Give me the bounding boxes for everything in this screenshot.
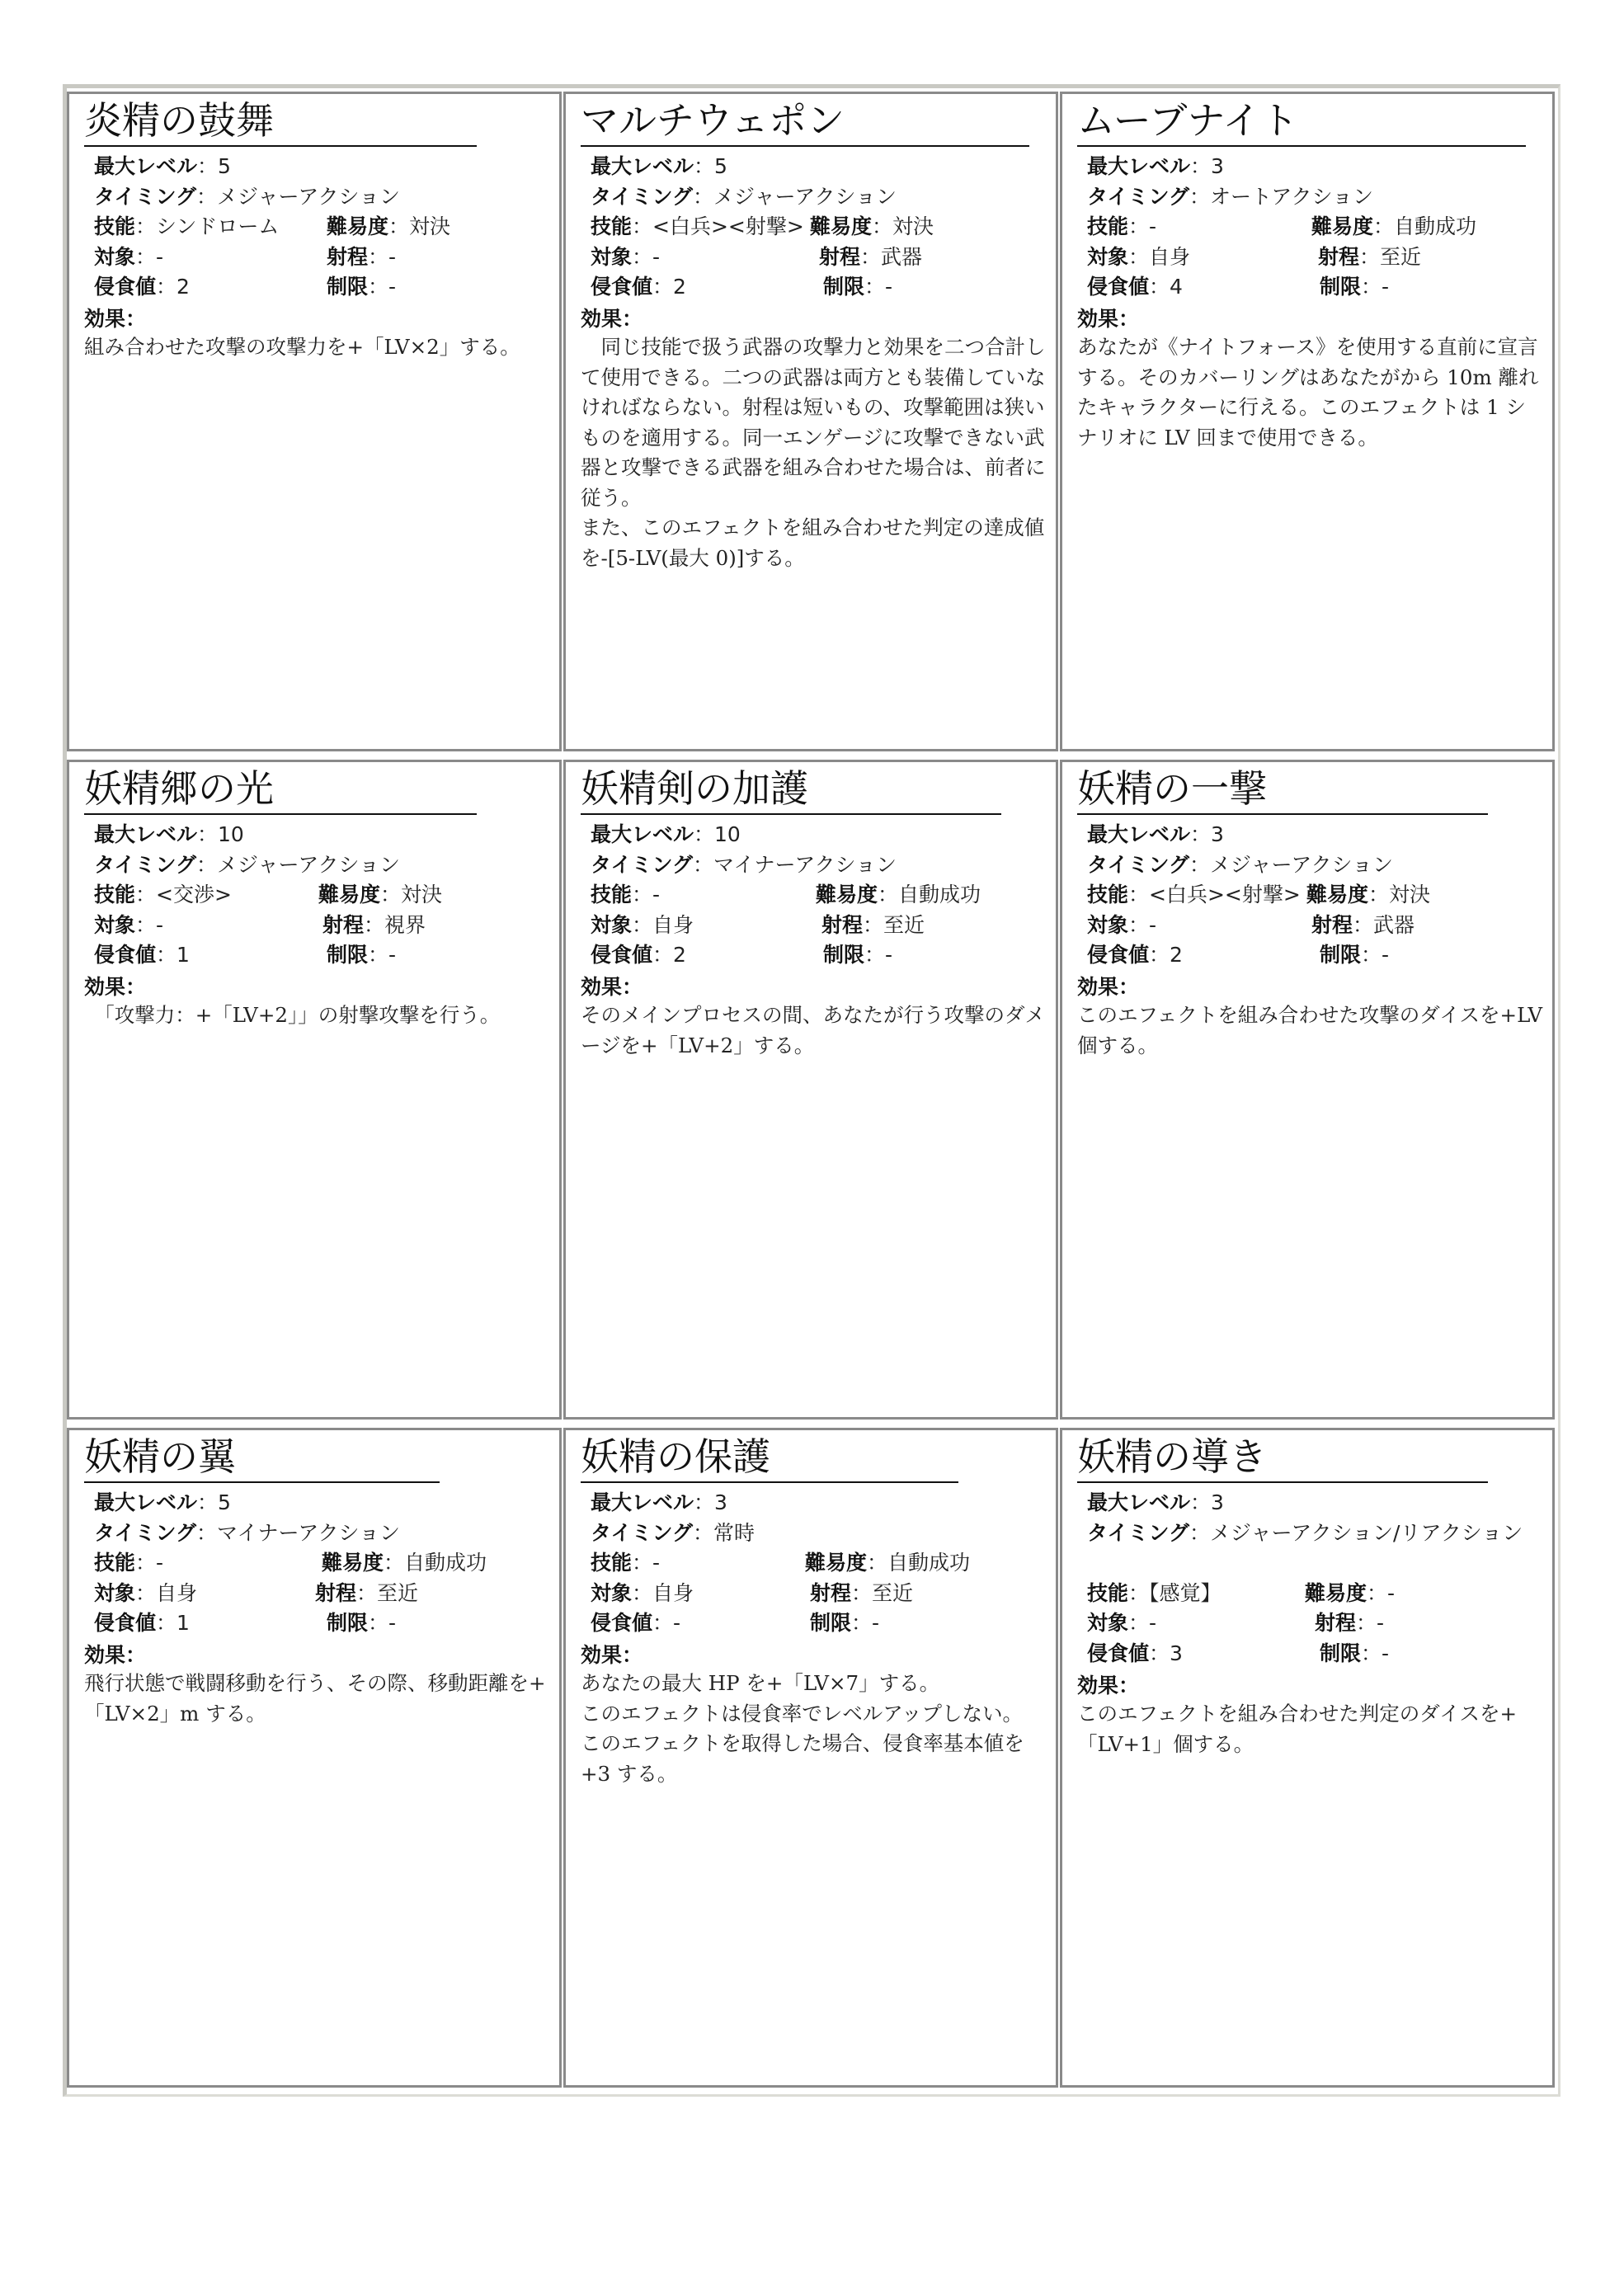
range-value: ：視界 [364, 912, 426, 937]
range-value: ：至近 [851, 1580, 914, 1605]
erosion-label: 侵食値 [591, 275, 653, 299]
card-stats [591, 152, 934, 303]
max-level-value: ：10 [197, 822, 244, 846]
target-label: 対象 [1087, 244, 1129, 269]
skill-label: 技能 [1087, 214, 1129, 238]
effect-label: 効果： [84, 307, 147, 331]
target-value: ：- [135, 912, 164, 937]
effect-label: 効果： [84, 1643, 147, 1667]
range-label: 射程 [810, 1580, 852, 1605]
timing-label: タイミング [1087, 852, 1190, 877]
skill-value: ：<白兵><射撃> [1128, 883, 1301, 906]
skill-label: 技能 [94, 214, 136, 238]
effect-card [1060, 760, 1555, 1420]
timing-value: ：マイナーアクション [693, 852, 897, 877]
effect-label: 効果： [84, 975, 147, 999]
timing-value: ：オートアクション [1189, 184, 1374, 209]
max-level-value: ：3 [694, 1490, 727, 1514]
limit-value: ：- [1361, 1641, 1390, 1665]
timing-label: タイミング [591, 852, 694, 877]
limit-label: 制限 [1320, 1641, 1362, 1665]
timing-label: タイミング [1087, 1520, 1190, 1545]
limit-value: ：- [368, 943, 397, 967]
skill-value: ：- [632, 1551, 661, 1575]
erosion-label: 侵食値 [591, 943, 653, 967]
range-value: ：武器 [860, 244, 923, 269]
timing-label: タイミング [591, 184, 694, 209]
timing-label: タイミング [94, 184, 197, 209]
difficulty-label: 難易度 [1311, 214, 1374, 238]
effect-label: 効果： [1077, 1674, 1140, 1697]
erosion-value: ：- [652, 1611, 681, 1635]
effect-text: 飛行状態で戦闘移動を行う、その際、移動距離を+「LV×2」m する。 [84, 1671, 546, 1726]
effect-card [563, 1428, 1058, 2088]
timing-value: ：メジャーアクション [1189, 852, 1394, 877]
max-level-label: 最大レベル [591, 1490, 694, 1514]
difficulty-label: 難易度 [322, 1551, 384, 1575]
difficulty-value: ：対決 [872, 214, 934, 238]
card-title: ムーブナイト [1077, 96, 1526, 147]
erosion-value: ：1 [156, 943, 190, 967]
max-level-label: 最大レベル [591, 154, 694, 178]
target-label: 対象 [1087, 912, 1129, 937]
effect-card [563, 92, 1058, 751]
effect-text: 同じ技能で扱う武器の攻撃力と効果を二つ合計して使用できる。二つの武器は両方とも装備していなければならない。射程は短いもの、攻撃範囲は狭いものを適用する。同一エンゲージに攻撃できない武器と攻撃できる武器を組み合わせた場合は、前者に従う。 また、このエフェクトを組み合わせた判定の達成値を-[5-LV(最大 0)]する。 [581, 335, 1046, 570]
difficulty-value: ：対決 [1368, 883, 1431, 906]
card-title: 妖精剣の加護 [581, 764, 1001, 815]
effect-text: そのメインプロセスの間、あなたが行う攻撃のダメージを+「LV+2」する。 [581, 1003, 1046, 1057]
target-value: ：自身 [1128, 244, 1191, 269]
target-value: ：自身 [632, 912, 694, 937]
range-value: ：至近 [356, 1580, 419, 1605]
effect-label: 効果： [581, 1643, 643, 1667]
difficulty-value: ：自動成功 [1373, 214, 1477, 238]
card-title: 妖精の導き [1077, 1432, 1488, 1483]
target-value: ：自身 [135, 1580, 198, 1605]
effect-text: 組み合わせた攻撃の攻撃力を+「LV×2」する。 [84, 335, 520, 359]
timing-label: タイミング [94, 1520, 197, 1545]
range-label: 射程 [1318, 244, 1360, 269]
effect-text: このエフェクトを組み合わせた攻撃のダイスを+LV 個する。 [1077, 1003, 1543, 1057]
range-label: 射程 [315, 1580, 357, 1605]
skill-value: ：<交渉> [135, 883, 232, 906]
card-stats [1087, 1488, 1537, 1669]
target-value: ：- [135, 244, 164, 269]
effect-text: このエフェクトを組み合わせた判定のダイスを+「LV+1」個する。 [1077, 1702, 1518, 1756]
card-stats [591, 820, 981, 971]
limit-value: ：- [368, 275, 397, 299]
timing-label: タイミング [94, 852, 197, 877]
effect-card [67, 92, 562, 751]
card-title: 妖精の保護 [581, 1432, 958, 1483]
limit-label: 制限 [823, 275, 865, 299]
range-label: 射程 [819, 244, 861, 269]
erosion-label: 侵食値 [94, 275, 157, 299]
difficulty-label: 難易度 [1305, 1580, 1367, 1605]
difficulty-label: 難易度 [816, 883, 878, 906]
max-level-value: ：5 [694, 154, 727, 178]
max-level-label: 最大レベル [1087, 154, 1191, 178]
limit-label: 制限 [327, 1611, 369, 1635]
timing-value: ：常時 [693, 1520, 756, 1545]
effect-text: 「攻撃力：+「LV+2」」の射撃攻撃を行う。 [84, 1003, 501, 1027]
effect-text: あなたの最大 HP を+「LV×7」する。 このエフェクトは侵食率でレベルアップしない。 このエフェクトを取得した場合、侵食率基本値を+3 する。 [581, 1671, 1024, 1786]
target-label: 対象 [1087, 1611, 1129, 1635]
card-title: 炎精の鼓舞 [84, 96, 477, 147]
limit-label: 制限 [327, 943, 369, 967]
skill-label: 技能 [591, 883, 633, 906]
skill-value: ：<白兵><射撃> [632, 214, 804, 238]
erosion-label: 侵食値 [94, 1611, 157, 1635]
range-value: ：至近 [863, 912, 925, 937]
difficulty-value: ：自動成功 [878, 883, 981, 906]
effect-card [563, 760, 1058, 1420]
max-level-label: 最大レベル [1087, 822, 1191, 846]
range-value: ：- [368, 244, 397, 269]
erosion-label: 侵食値 [1087, 275, 1150, 299]
range-value: ：- [1356, 1611, 1385, 1635]
timing-value: ：マイナーアクション [196, 1520, 401, 1545]
card-stats [94, 820, 443, 971]
effect-card-sheet [63, 84, 1560, 2097]
difficulty-label: 難易度 [327, 214, 389, 238]
difficulty-value: ：対決 [388, 214, 451, 238]
limit-label: 制限 [327, 275, 369, 299]
limit-value: ：- [1361, 275, 1390, 299]
limit-value: ：- [864, 943, 893, 967]
timing-value: ：メジャーアクション [693, 184, 897, 209]
limit-label: 制限 [1320, 943, 1362, 967]
skill-value: ：- [135, 1551, 164, 1575]
target-label: 対象 [94, 244, 136, 269]
timing-label: タイミング [1087, 184, 1190, 209]
erosion-value: ：2 [652, 943, 686, 967]
card-stats [1087, 820, 1431, 971]
skill-label: 技能 [591, 214, 633, 238]
difficulty-value: ：自動成功 [384, 1551, 487, 1575]
skill-label: 技能 [591, 1551, 633, 1575]
effect-card [1060, 92, 1555, 751]
limit-label: 制限 [1320, 275, 1362, 299]
max-level-value: ：5 [197, 154, 231, 178]
skill-value: ：- [1128, 214, 1157, 238]
range-value: ：至近 [1359, 244, 1422, 269]
range-label: 射程 [821, 912, 864, 937]
skill-value: ：- [632, 883, 661, 906]
limit-value: ：- [864, 275, 893, 299]
effect-card [67, 760, 562, 1420]
timing-label: タイミング [591, 1520, 694, 1545]
difficulty-value: ：自動成功 [867, 1551, 971, 1575]
skill-label: 技能 [94, 1551, 136, 1575]
erosion-value: ：2 [1149, 943, 1183, 967]
target-label: 対象 [94, 912, 136, 937]
difficulty-label: 難易度 [1306, 883, 1369, 906]
max-level-label: 最大レベル [1087, 1490, 1191, 1514]
erosion-label: 侵食値 [591, 1611, 653, 1635]
target-value: ：- [1128, 1611, 1157, 1635]
range-label: 射程 [1315, 1611, 1357, 1635]
card-title: 妖精の一撃 [1077, 764, 1488, 815]
max-level-value: ：3 [1190, 822, 1224, 846]
limit-value: ：- [368, 1611, 397, 1635]
erosion-label: 侵食値 [1087, 943, 1150, 967]
card-stats [94, 152, 451, 303]
skill-label: 技能 [1087, 883, 1129, 906]
max-level-label: 最大レベル [591, 822, 694, 846]
target-value: ：自身 [632, 1580, 694, 1605]
target-label: 対象 [591, 912, 633, 937]
target-value: ：- [1128, 912, 1157, 937]
range-value: ：武器 [1353, 912, 1415, 937]
limit-label: 制限 [810, 1611, 852, 1635]
effect-label: 効果： [1077, 975, 1140, 999]
card-stats [591, 1488, 971, 1639]
target-label: 対象 [94, 1580, 136, 1605]
skill-label: 技能 [94, 883, 136, 906]
max-level-value: ：5 [197, 1490, 231, 1514]
max-level-label: 最大レベル [94, 1490, 198, 1514]
target-label: 対象 [591, 1580, 633, 1605]
timing-value: ：メジャーアクション/リアクション [1189, 1520, 1523, 1545]
max-level-value: ：10 [694, 822, 741, 846]
card-title: マルチウェポン [581, 96, 1029, 147]
max-level-value: ：3 [1190, 154, 1224, 178]
effect-label: 効果： [581, 975, 643, 999]
limit-value: ：- [851, 1611, 880, 1635]
difficulty-value: ：- [1367, 1580, 1396, 1605]
max-level-value: ：3 [1190, 1490, 1224, 1514]
erosion-label: 侵食値 [1087, 1641, 1150, 1665]
timing-value: ：メジャーアクション [196, 184, 401, 209]
erosion-value: ：3 [1149, 1641, 1183, 1665]
limit-value: ：- [1361, 943, 1390, 967]
card-stats [1087, 152, 1477, 303]
skill-label: 技能 [1087, 1580, 1129, 1605]
max-level-label: 最大レベル [94, 822, 198, 846]
skill-value: ：シンドローム [135, 214, 280, 238]
effect-card [67, 1428, 562, 2088]
card-stats [94, 1488, 487, 1639]
target-label: 対象 [591, 244, 633, 269]
card-title: 妖精の翼 [84, 1432, 440, 1483]
range-label: 射程 [322, 912, 365, 937]
difficulty-value: ：対決 [380, 883, 443, 906]
erosion-value: ：4 [1149, 275, 1183, 299]
range-label: 射程 [1311, 912, 1353, 937]
difficulty-label: 難易度 [805, 1551, 868, 1575]
difficulty-label: 難易度 [810, 214, 873, 238]
timing-value: ：メジャーアクション [196, 852, 401, 877]
effect-label: 効果： [1077, 307, 1140, 331]
erosion-value: ：1 [156, 1611, 190, 1635]
max-level-label: 最大レベル [94, 154, 198, 178]
erosion-value: ：2 [652, 275, 686, 299]
effect-text: あなたが《ナイトフォース》を使用する直前に宣言する。そのカバーリングはあなたがから 10m 離れたキャラクターに行える。このエフェクトは 1 シナリオに LV 回まで使用できる。 [1077, 335, 1539, 450]
effect-label: 効果： [581, 307, 643, 331]
effect-card [1060, 1428, 1555, 2088]
card-title: 妖精郷の光 [84, 764, 477, 815]
difficulty-label: 難易度 [318, 883, 381, 906]
skill-value: ：【感覚】 [1128, 1580, 1222, 1605]
erosion-label: 侵食値 [94, 943, 157, 967]
erosion-value: ：2 [156, 275, 190, 299]
limit-label: 制限 [823, 943, 865, 967]
target-value: ：- [632, 244, 661, 269]
range-label: 射程 [327, 244, 369, 269]
